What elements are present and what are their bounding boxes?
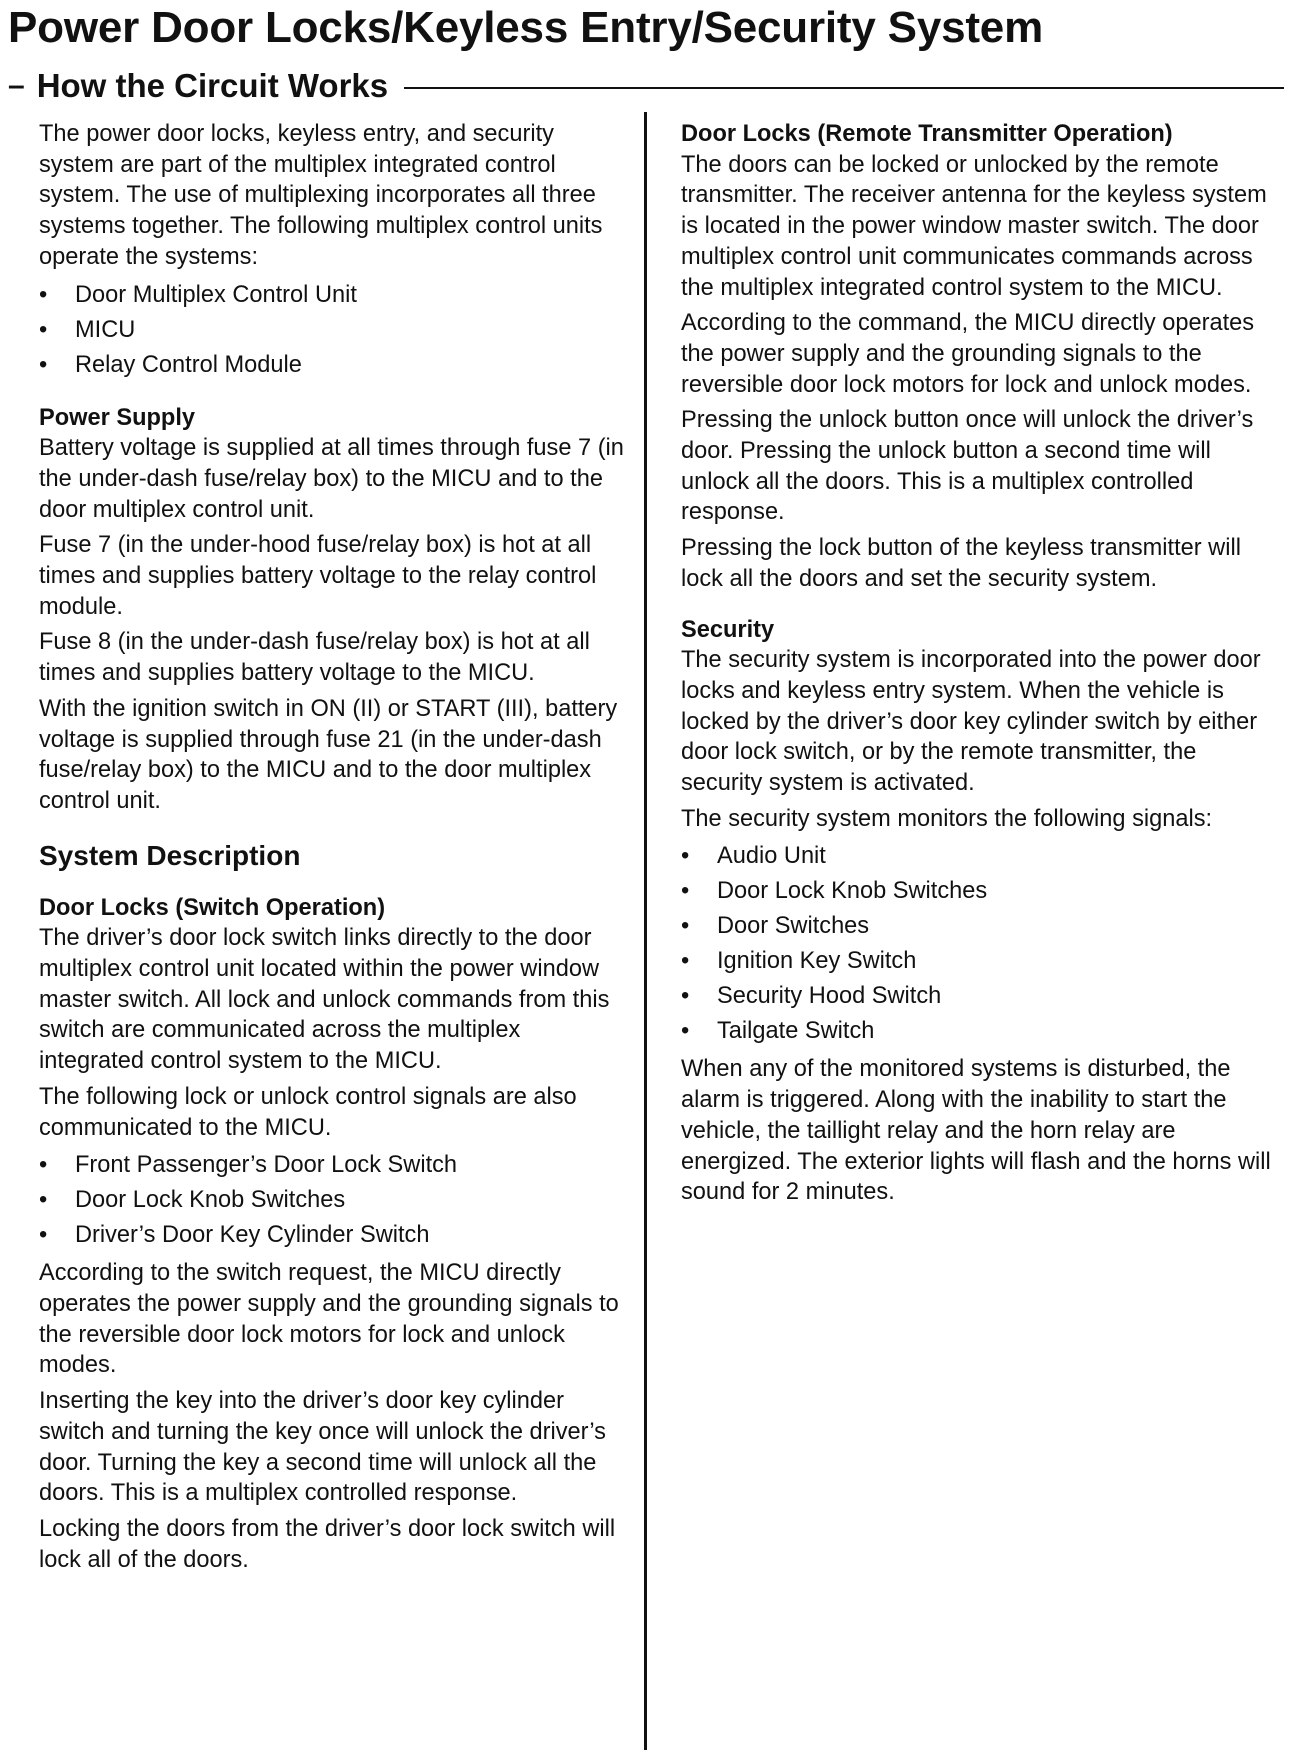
list-item-text: Door Lock Knob Switches xyxy=(75,1187,346,1214)
switch-signals-list xyxy=(39,1148,629,1253)
remote-operation-paragraph: Pressing the lock button of the keyless transmitter will lock all the doors and set the security system. xyxy=(681,535,1241,592)
bullet-icon: • xyxy=(681,843,690,870)
bullet-icon: • xyxy=(681,983,690,1010)
list-item-text: Door Lock Knob Switches xyxy=(717,878,988,905)
list-item xyxy=(39,1148,629,1183)
bullet-icon: • xyxy=(681,1018,690,1045)
page-title: Power Door Locks/Keyless Entry/Security System xyxy=(8,3,1044,52)
list-item-text: Tailgate Switch xyxy=(717,1018,875,1045)
power-supply-paragraph: With the ignition switch in ON (II) or START (III), battery voltage is supplied through fuse 21 (in the under-dash fuse/relay box) to the MICU and to the door multiplex control unit. xyxy=(39,695,618,814)
bullet-icon: • xyxy=(39,1152,48,1179)
switch-operation-paragraph: Inserting the key into the driver’s door key cylinder switch and turning the key once will unlock the driver’s door. Turning the key a second time will unlock all the doors. This is a multiplex controlled response. xyxy=(39,1388,606,1507)
section-title: How the Circuit Works xyxy=(36,67,389,104)
section-header xyxy=(8,62,1284,110)
security-paragraph: When any of the monitored systems is disturbed, the alarm is triggered. Along with the inability to start the vehicle, the taillight relay and the horn relay are energized. The exterior lights will flash and the horns will sound for 2 minutes. xyxy=(681,1056,1271,1206)
security-paragraph: The security system monitors the following signals: xyxy=(681,805,1213,832)
security-signals-list xyxy=(681,839,1281,1049)
list-item-text: Door Multiplex Control Unit xyxy=(75,281,357,308)
list-item-text: Audio Unit xyxy=(717,843,826,870)
bullet-icon: • xyxy=(39,316,48,343)
list-item xyxy=(681,944,1281,979)
bullet-icon: • xyxy=(39,281,48,308)
bullet-icon: • xyxy=(681,948,690,975)
bullet-icon: • xyxy=(681,913,690,940)
right-column xyxy=(681,119,1281,1213)
list-item-text: Ignition Key Switch xyxy=(717,948,917,975)
switch-operation-paragraph: The driver’s door lock switch links directly to the door multiplex control unit located within the power window master switch. All lock and unlock commands from this switch are communicated across the multiplex integrated control system to the MICU. xyxy=(39,925,610,1075)
list-item xyxy=(39,1183,629,1218)
bullet-icon: • xyxy=(681,878,690,905)
power-supply-paragraph: Battery voltage is supplied at all times through fuse 7 (in the under-dash fuse/relay box) to the MICU and to the door multiplex control unit. xyxy=(39,435,624,523)
remote-operation-paragraph: According to the command, the MICU directly operates the power supply and the grounding signals to the reversible door lock motors for lock and unlock modes. xyxy=(681,310,1255,398)
power-supply-heading: Power Supply xyxy=(39,404,196,431)
control-units-list xyxy=(39,278,629,383)
left-column xyxy=(39,119,629,1580)
switch-operation-paragraph: According to the switch request, the MICU directly operates the power supply and the grounding signals to the reversible door lock motors for lock and unlock modes. xyxy=(39,1260,619,1379)
column-divider xyxy=(644,112,647,1750)
bullet-icon: • xyxy=(39,1222,48,1249)
bullet-icon: • xyxy=(39,1187,48,1214)
list-item xyxy=(681,909,1281,944)
list-item-text: MICU xyxy=(75,316,136,343)
list-item xyxy=(681,839,1281,874)
list-item-text: Driver’s Door Key Cylinder Switch xyxy=(75,1222,430,1249)
power-supply-paragraph: Fuse 7 (in the under-hood fuse/relay box) is hot at all times and supplies battery voltage to the relay control module. xyxy=(39,532,597,620)
list-item-text: Relay Control Module xyxy=(75,351,302,378)
list-item-text: Front Passenger’s Door Lock Switch xyxy=(75,1152,458,1179)
list-item xyxy=(681,874,1281,909)
remote-operation-paragraph: Pressing the unlock button once will unlock the driver’s door. Pressing the unlock button a second time will unlock all the doors. This is a multiplex controlled response. xyxy=(681,407,1254,526)
security-paragraph: The security system is incorporated into the power door locks and keyless entry system. When the vehicle is locked by the driver’s door key cylinder switch by either door lock switch, or by the remote transmitter, the security system is activated. xyxy=(681,647,1261,797)
list-item xyxy=(39,348,629,383)
list-item xyxy=(681,1014,1281,1049)
list-item xyxy=(39,1218,629,1253)
list-item-text: Security Hood Switch xyxy=(717,983,942,1010)
list-item xyxy=(681,979,1281,1014)
switch-operation-paragraph: Locking the doors from the driver’s door lock switch will lock all of the doors. xyxy=(39,1515,616,1573)
remote-operation-heading: Door Locks (Remote Transmitter Operation) xyxy=(681,121,1173,147)
system-description-heading: System Description xyxy=(39,839,301,871)
power-supply-paragraph: Fuse 8 (in the under-dash fuse/relay box) is hot at all times and supplies battery voltage to the MICU. xyxy=(39,629,590,687)
switch-operation-heading: Door Locks (Switch Operation) xyxy=(39,894,386,921)
section-rule xyxy=(404,87,1284,89)
remote-operation-paragraph: The doors can be locked or unlocked by the remote transmitter. The receiver antenna for the keyless system is located in the power window master switch. The door multiplex control unit communicates commands across the multiplex integrated control system to the MICU. xyxy=(681,151,1267,301)
list-item xyxy=(39,313,629,348)
bullet-icon: • xyxy=(39,351,48,378)
intro-paragraph: The power door locks, keyless entry, and security system are part of the multiplex integrated control system. The use of multiplexing incorporates all three systems together. The following multiplex control units operate the systems: xyxy=(39,121,603,270)
list-item-text: Door Switches xyxy=(717,913,870,940)
section-dash: – xyxy=(8,69,25,102)
security-heading: Security xyxy=(681,616,775,643)
switch-operation-paragraph: The following lock or unlock control signals are also communicated to the MICU. xyxy=(39,1083,577,1141)
list-item xyxy=(39,278,629,313)
